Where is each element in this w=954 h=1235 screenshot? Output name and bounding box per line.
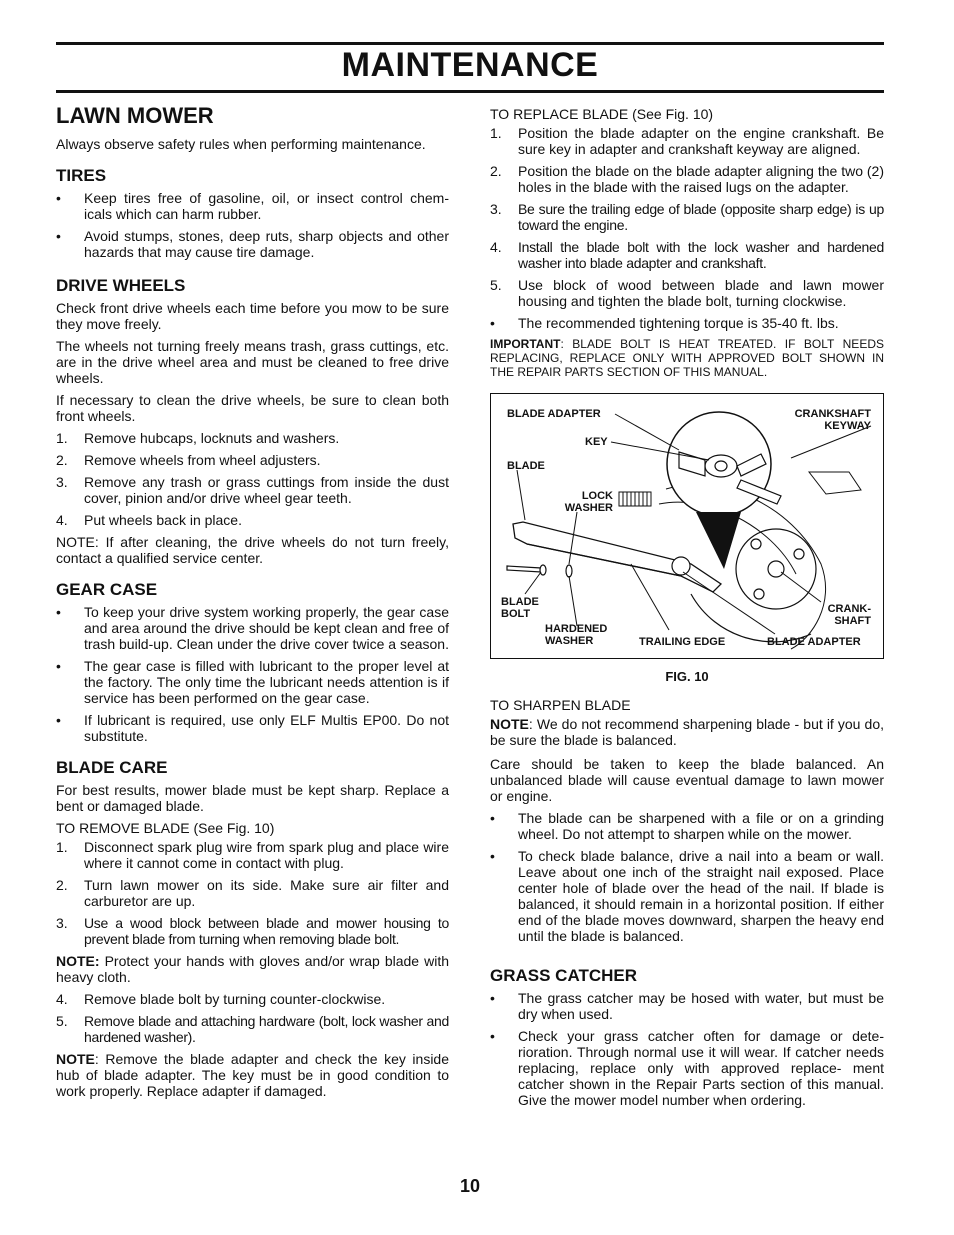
sharpen-blade-heading: TO SHARPEN BLADE <box>490 697 631 713</box>
list-item: 4. Remove blade bolt by turning counter-clockwise. <box>56 991 386 1007</box>
list-item: 3. Use a wood block between blade and mower housing to prevent blade from turning when removing blade bolt. <box>56 915 449 947</box>
paragraph: For best results, mower blade must be kept sharp. Replace a bent or damaged blade. <box>56 782 449 814</box>
bullet-marker: • <box>56 228 61 244</box>
grass-catcher-heading: GRASS CATCHER <box>490 966 638 985</box>
bullet-marker: • <box>56 190 61 206</box>
remove-blade-steps-continued <box>56 991 449 1045</box>
blade-assembly-figure <box>490 393 884 659</box>
bullet-marker: • <box>56 712 61 728</box>
label-hardened-washer: HARDENED WASHER <box>545 623 608 647</box>
label-crankshaft: CRANK- SHAFT <box>827 603 871 627</box>
list-item: 4. Put wheels back in place. <box>56 512 242 528</box>
paragraph: If necessary to clean the drive wheels, be sure to clean both front wheels. <box>56 392 449 424</box>
note: NOTE: We do not recommend sharpening blade - but if you do, be sure the blade is balanced. <box>490 716 884 748</box>
figure-caption: FIG. 10 <box>665 669 709 684</box>
right-column <box>490 106 884 1114</box>
drive-wheels-heading: DRIVE WHEELS <box>56 276 186 295</box>
list-item: • Avoid stumps, stones, deep ruts, sharp objects and other hazards that may cause tire damage. <box>56 228 449 260</box>
sharpen-list <box>490 810 884 944</box>
list-item: • Keep tires free of gasoline, oil, or insect control chem- icals which can harm rubber. <box>56 190 449 222</box>
intro-text: Always observe safety rules when performing maintenance. <box>56 136 426 152</box>
remove-blade-steps <box>56 839 449 947</box>
list-item: 2. Remove wheels from wheel adjusters. <box>56 452 321 468</box>
bullet-marker: • <box>56 658 61 674</box>
page-number: 10 <box>459 1176 481 1196</box>
title-underline <box>56 90 884 93</box>
label-lock-washer: LOCK WASHER <box>564 490 613 514</box>
label-blade-adapter-bottom: BLADE ADAPTER <box>767 636 861 648</box>
label-blade: BLADE <box>507 460 545 472</box>
paragraph: Check front drive wheels each time before you mow to be sure they move freely. <box>56 300 449 332</box>
label-blade-bolt: BLADE BOLT <box>501 596 539 620</box>
bullet-marker: • <box>490 1028 495 1044</box>
page-title: MAINTENANCE <box>341 46 599 84</box>
grass-catcher-list <box>490 990 884 1108</box>
paragraph: The wheels not turning freely means trash, grass cuttings, etc. are in the drive wheel area and must be cleaned to free drive wheels. <box>56 338 449 386</box>
list-item: 5. Use block of wood between blade and lawn mower housing and tighten the blade bolt, turning clockwise. <box>490 277 884 309</box>
drive-wheels-steps <box>56 430 449 528</box>
list-item: 3. Remove any trash or grass cuttings from inside the dust cover, pinion and/or drive wheel gear teeth. <box>56 474 449 506</box>
list-item: • If lubricant is required, use only ELF Multis EP00. Do not substitute. <box>56 712 449 744</box>
label-crankshaft-keyway: CRANKSHAFT KEYWAY <box>794 408 871 432</box>
left-column <box>56 104 449 1105</box>
list-item: • The blade can be sharpened with a file or on a grinding wheel. Do not attempt to sharpen while on the mower. <box>490 810 884 842</box>
blade-care-heading: BLADE CARE <box>56 758 168 777</box>
important-notice: IMPORTANT: BLADE BOLT IS HEAT TREATED. IF BOLT NEEDS REPLACING, REPLACE ONLY WITH APPROVED BOLT SHOWN IN THE REPAIR PARTS SECTION OF THIS MANUAL. <box>490 337 884 379</box>
remove-blade-heading: TO REMOVE BLADE (See Fig. 10) <box>56 820 275 836</box>
tires-heading: TIRES <box>56 166 107 185</box>
label-trailing-edge: TRAILING EDGE <box>639 636 726 648</box>
label-key: KEY <box>585 436 608 448</box>
top-rule <box>56 42 884 45</box>
list-item: • To check blade balance, drive a nail into a beam or wall. Leave about one inch of the straight nail exposed. Place center hole of blade over the head of the nail. If blade is balanced, it should remain in a horizontal position. If either end of the blade moves downward, sharpen the heavy end until the blade is balanced. <box>490 848 884 944</box>
paragraph: Care should be taken to keep the blade balanced. An unbalanced blade will cause eventual damage to lawn mower or engine. <box>490 756 884 804</box>
note: NOTE: If after cleaning, the drive wheels do not turn freely, contact a qualified service center. <box>56 534 449 566</box>
gear-case-list <box>56 604 449 744</box>
section-title-lawn-mower: LAWN MOWER <box>56 103 214 128</box>
list-item: 5. Remove blade and attaching hardware (bolt, lock washer and hardened washer). <box>56 1013 449 1045</box>
list-item: 1. Disconnect spark plug wire from spark plug and place wire where it cannot come in contact with plug. <box>56 839 449 871</box>
list-item: • The recommended tightening torque is 35-40 ft. lbs. <box>490 315 839 331</box>
list-item: 4. Install the blade bolt with the lock washer and hardened washer into blade adapter and crankshaft. <box>490 239 884 271</box>
list-item: 2. Turn lawn mower on its side. Make sure air filter and carburetor are up. <box>56 877 449 909</box>
list-item: 1. Position the blade adapter on the engine crankshaft. Be sure key in adapter and crankshaft keyway are aligned. <box>490 125 884 157</box>
replace-blade-heading: TO REPLACE BLADE (See Fig. 10) <box>490 106 714 122</box>
replace-blade-steps <box>490 125 884 331</box>
list-item: • Check your grass catcher often for damage or dete- rioration. Through normal use it will wear. If catcher needs replacing, replace only with approved replace- ment catcher shown in the Repair Parts section of this manual. Give the mower model number when ordering. <box>490 1028 884 1108</box>
bullet-marker: • <box>490 848 495 864</box>
list-item: • The grass catcher may be hosed with water, but must be dry when used. <box>490 990 884 1022</box>
bullet-marker: • <box>490 810 495 826</box>
note: NOTE: Protect your hands with gloves and/or wrap blade with heavy cloth. <box>56 953 449 985</box>
label-blade-adapter-top: BLADE ADAPTER <box>507 408 601 420</box>
tires-list <box>56 190 449 260</box>
list-item: 3. Be sure the trailing edge of blade (opposite sharp edge) is up toward the engine. <box>490 201 884 233</box>
bullet-marker: • <box>56 604 61 620</box>
list-item: • To keep your drive system working properly, the gear case and area around the drive should be kept clean and free of trash build-up. Clean under the drive cover twice a season. <box>56 604 449 652</box>
list-item: 1. Remove hubcaps, locknuts and washers. <box>56 430 340 446</box>
note: NOTE: Remove the blade adapter and check the key inside hub of blade adapter. The key must be in good condition to work properly. Replace adapter if damaged. <box>56 1051 449 1099</box>
gear-case-heading: GEAR CASE <box>56 580 158 599</box>
bullet-marker: • <box>490 990 495 1006</box>
list-item: • The gear case is filled with lubricant to the proper level at the factory. The only time the lubricant needs attention is if service has been performed on the gear case. <box>56 658 449 706</box>
list-item: 2. Position the blade on the blade adapter aligning the two (2) holes in the blade with the raised lugs on the adapter. <box>490 163 884 195</box>
